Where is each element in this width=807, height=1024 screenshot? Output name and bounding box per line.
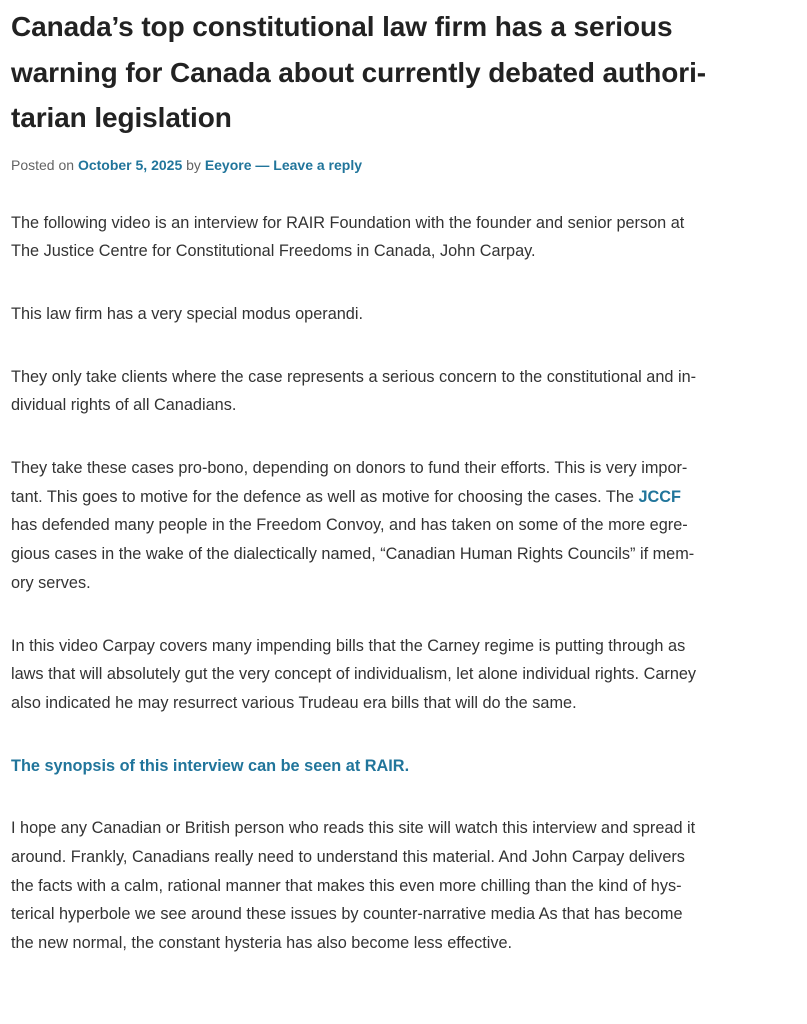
text-line: the new normal, the constant hysteria has also become less effective. (11, 934, 513, 953)
author-link[interactable]: Eeyore (204, 156, 252, 173)
paragraph-clients (11, 363, 801, 420)
text-line: ory serves. (11, 573, 91, 592)
text-line: They take these cases pro-bono, depending on donors to fund their efforts. This is very impor- (11, 459, 688, 478)
leave-reply-link[interactable]: Leave a reply (273, 156, 363, 173)
text-line: has defended many people in the Freedom Convoy, and has taken on some of the more egre- (11, 516, 688, 535)
posted-on-label: Posted on (11, 156, 75, 173)
meta-separator: — (255, 156, 270, 173)
paragraph-probono (11, 454, 801, 598)
title-line: tarian legislation (11, 102, 232, 133)
article (11, 0, 801, 992)
jccf-link[interactable]: JCCF (638, 487, 681, 506)
paragraph-synopsis (11, 752, 801, 781)
text-line: tant. This goes to motive for the defence as well as motive for choosing the cases. The (11, 487, 639, 506)
title-line: Canada’s top constitutional law firm has a serious (11, 11, 673, 42)
entry-content (11, 209, 801, 958)
text-line: gious cases in the wake of the dialectically named, “Canadian Human Rights Councils” if mem- (11, 545, 695, 564)
text-line: In this video Carpay covers many impending bills that the Carney regime is putting through as (11, 636, 686, 655)
title-line: warning for Canada about currently debated authori- (11, 56, 706, 88)
text-line: terical hyperbole we see around these issues by counter-narrative media As that has become (11, 905, 683, 924)
post-date-link[interactable]: October 5, 2025 (77, 156, 183, 173)
text-line: also indicated he may resurrect various Trudeau era bills that will do the same. (11, 693, 577, 712)
text-line: The following video is an interview for RAIR Foundation with the founder and senior person at (11, 213, 685, 232)
post-meta (11, 155, 801, 175)
text-line: dividual rights of all Canadians. (11, 396, 237, 415)
text-line: I hope any Canadian or British person who reads this site will watch this interview and spread it (11, 819, 696, 838)
text-line: around. Frankly, Canadians really need to understand this material. And John Carpay delivers (11, 848, 685, 867)
text-line: They only take clients where the case represents a serious concern to the constitutional and in- (11, 367, 697, 386)
paragraph-intro (11, 209, 801, 266)
text-line: The Justice Centre for Constitutional Freedoms in Canada, John Carpay. (11, 242, 536, 261)
text-line: laws that will absolutely gut the very concept of individualism, let alone individual rights. Carney (11, 665, 697, 684)
page-title (11, 0, 801, 141)
paragraph-modus: This law firm has a very special modus operandi. (11, 304, 364, 323)
paragraph-bills (11, 632, 801, 718)
paragraph-closing (11, 814, 801, 958)
text-line: the facts with a calm, rational manner that makes this even more chilling than the kind of hys- (11, 876, 682, 895)
synopsis-link[interactable]: The synopsis of this interview can be seen at RAIR. (11, 756, 410, 775)
by-label: by (186, 156, 201, 173)
